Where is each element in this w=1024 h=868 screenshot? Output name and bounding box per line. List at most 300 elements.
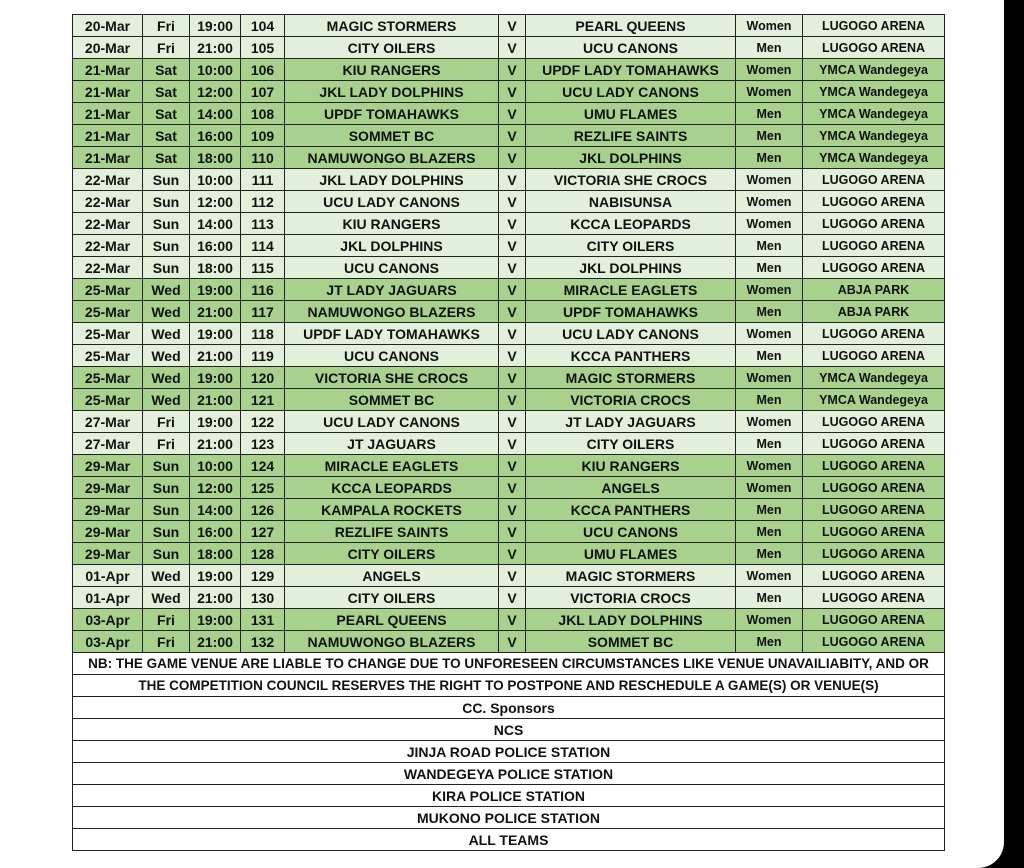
category-cell: Men (736, 345, 803, 367)
home-team-cell: VICTORIA SHE CROCS (285, 367, 499, 389)
fixture-row (73, 477, 945, 499)
category-cell: Men (736, 521, 803, 543)
game-number-cell: 116 (241, 279, 285, 301)
fixture-row (73, 147, 945, 169)
category-cell: Men (736, 235, 803, 257)
venue-cell: YMCA Wandegeya (803, 125, 945, 147)
distribution-row (73, 807, 945, 829)
versus-cell: V (499, 345, 526, 367)
date-cell: 25-Mar (73, 279, 143, 301)
home-team-cell: JKL LADY DOLPHINS (285, 81, 499, 103)
time-cell: 21:00 (190, 433, 241, 455)
game-number-cell: 109 (241, 125, 285, 147)
date-cell: 29-Mar (73, 455, 143, 477)
category-cell: Men (736, 103, 803, 125)
game-number-cell: 104 (241, 15, 285, 37)
away-team-cell: JKL DOLPHINS (526, 257, 736, 279)
fixture-row (73, 323, 945, 345)
day-cell: Fri (143, 609, 190, 631)
game-number-cell: 126 (241, 499, 285, 521)
date-cell: 25-Mar (73, 367, 143, 389)
time-cell: 21:00 (190, 389, 241, 411)
day-cell: Wed (143, 323, 190, 345)
distribution-row (73, 741, 945, 763)
versus-cell: V (499, 37, 526, 59)
day-cell: Sun (143, 499, 190, 521)
day-cell: Sun (143, 477, 190, 499)
versus-cell: V (499, 169, 526, 191)
day-cell: Sat (143, 81, 190, 103)
away-team-cell: NABISUNSA (526, 191, 736, 213)
away-team-cell: REZLIFE SAINTS (526, 125, 736, 147)
category-cell: Women (736, 323, 803, 345)
venue-cell: LUGOGO ARENA (803, 587, 945, 609)
fixture-row (73, 411, 945, 433)
distribution-row (73, 719, 945, 741)
time-cell: 19:00 (190, 367, 241, 389)
time-cell: 10:00 (190, 455, 241, 477)
note-row (73, 653, 945, 675)
time-cell: 19:00 (190, 323, 241, 345)
note-text: THE COMPETITION COUNCIL RESERVES THE RIGHT TO POSTPONE AND RESCHEDULE A GAME(S) OR VENUE(S) (73, 675, 945, 697)
day-cell: Sat (143, 59, 190, 81)
fixture-row (73, 367, 945, 389)
date-cell: 29-Mar (73, 521, 143, 543)
game-number-cell: 112 (241, 191, 285, 213)
time-cell: 14:00 (190, 103, 241, 125)
date-cell: 03-Apr (73, 631, 143, 653)
time-cell: 12:00 (190, 191, 241, 213)
distribution-row (73, 785, 945, 807)
home-team-cell: NAMUWONGO BLAZERS (285, 147, 499, 169)
category-cell: Men (736, 257, 803, 279)
venue-cell: LUGOGO ARENA (803, 455, 945, 477)
time-cell: 21:00 (190, 587, 241, 609)
venue-cell: LUGOGO ARENA (803, 169, 945, 191)
away-team-cell: VICTORIA SHE CROCS (526, 169, 736, 191)
versus-cell: V (499, 631, 526, 653)
versus-cell: V (499, 499, 526, 521)
home-team-cell: PEARL QUEENS (285, 609, 499, 631)
time-cell: 12:00 (190, 81, 241, 103)
day-cell: Wed (143, 367, 190, 389)
home-team-cell: KIU RANGERS (285, 59, 499, 81)
category-cell: Men (736, 433, 803, 455)
date-cell: 29-Mar (73, 499, 143, 521)
fixture-row (73, 103, 945, 125)
fixture-row (73, 521, 945, 543)
date-cell: 01-Apr (73, 587, 143, 609)
date-cell: 21-Mar (73, 103, 143, 125)
time-cell: 10:00 (190, 169, 241, 191)
away-team-cell: UCU LADY CANONS (526, 81, 736, 103)
versus-cell: V (499, 565, 526, 587)
date-cell: 22-Mar (73, 257, 143, 279)
venue-cell: LUGOGO ARENA (803, 477, 945, 499)
fixture-row (73, 125, 945, 147)
category-cell: Men (736, 587, 803, 609)
away-team-cell: CITY OILERS (526, 433, 736, 455)
home-team-cell: JT JAGUARS (285, 433, 499, 455)
versus-cell: V (499, 609, 526, 631)
away-team-cell: KCCA LEOPARDS (526, 213, 736, 235)
fixture-row (73, 169, 945, 191)
away-team-cell: ANGELS (526, 477, 736, 499)
fixtures-table (72, 14, 945, 851)
category-cell: Men (736, 301, 803, 323)
away-team-cell: JKL LADY DOLPHINS (526, 609, 736, 631)
home-team-cell: REZLIFE SAINTS (285, 521, 499, 543)
game-number-cell: 111 (241, 169, 285, 191)
date-cell: 22-Mar (73, 213, 143, 235)
time-cell: 16:00 (190, 125, 241, 147)
category-cell: Women (736, 279, 803, 301)
versus-cell: V (499, 323, 526, 345)
distribution-recipient: CC. Sponsors (73, 697, 945, 719)
day-cell: Wed (143, 345, 190, 367)
game-number-cell: 119 (241, 345, 285, 367)
category-cell: Men (736, 499, 803, 521)
away-team-cell: MAGIC STORMERS (526, 565, 736, 587)
venue-cell: LUGOGO ARENA (803, 521, 945, 543)
day-cell: Fri (143, 631, 190, 653)
home-team-cell: ANGELS (285, 565, 499, 587)
venue-cell: LUGOGO ARENA (803, 235, 945, 257)
time-cell: 18:00 (190, 257, 241, 279)
away-team-cell: KCCA PANTHERS (526, 499, 736, 521)
home-team-cell: CITY OILERS (285, 37, 499, 59)
note-row (73, 675, 945, 697)
day-cell: Sun (143, 213, 190, 235)
time-cell: 19:00 (190, 609, 241, 631)
home-team-cell: KAMPALA ROCKETS (285, 499, 499, 521)
day-cell: Fri (143, 411, 190, 433)
home-team-cell: SOMMET BC (285, 389, 499, 411)
home-team-cell: MAGIC STORMERS (285, 15, 499, 37)
away-team-cell: MIRACLE EAGLETS (526, 279, 736, 301)
home-team-cell: JT LADY JAGUARS (285, 279, 499, 301)
date-cell: 21-Mar (73, 147, 143, 169)
fixture-row (73, 587, 945, 609)
venue-cell: LUGOGO ARENA (803, 15, 945, 37)
home-team-cell: NAMUWONGO BLAZERS (285, 631, 499, 653)
venue-cell: LUGOGO ARENA (803, 411, 945, 433)
away-team-cell: JKL DOLPHINS (526, 147, 736, 169)
away-team-cell: PEARL QUEENS (526, 15, 736, 37)
fixture-row (73, 631, 945, 653)
time-cell: 10:00 (190, 59, 241, 81)
date-cell: 01-Apr (73, 565, 143, 587)
category-cell: Men (736, 125, 803, 147)
day-cell: Sun (143, 257, 190, 279)
time-cell: 14:00 (190, 213, 241, 235)
versus-cell: V (499, 301, 526, 323)
home-team-cell: UCU CANONS (285, 257, 499, 279)
category-cell: Women (736, 411, 803, 433)
home-team-cell: MIRACLE EAGLETS (285, 455, 499, 477)
away-team-cell: KCCA PANTHERS (526, 345, 736, 367)
date-cell: 20-Mar (73, 37, 143, 59)
versus-cell: V (499, 367, 526, 389)
day-cell: Wed (143, 279, 190, 301)
versus-cell: V (499, 257, 526, 279)
fixture-row (73, 37, 945, 59)
home-team-cell: KIU RANGERS (285, 213, 499, 235)
home-team-cell: JKL DOLPHINS (285, 235, 499, 257)
versus-cell: V (499, 477, 526, 499)
home-team-cell: CITY OILERS (285, 587, 499, 609)
time-cell: 19:00 (190, 279, 241, 301)
away-team-cell: UMU FLAMES (526, 543, 736, 565)
game-number-cell: 123 (241, 433, 285, 455)
distribution-row (73, 829, 945, 851)
venue-cell: YMCA Wandegeya (803, 59, 945, 81)
away-team-cell: UCU LADY CANONS (526, 323, 736, 345)
venue-cell: LUGOGO ARENA (803, 257, 945, 279)
date-cell: 25-Mar (73, 345, 143, 367)
venue-cell: LUGOGO ARENA (803, 323, 945, 345)
day-cell: Sat (143, 103, 190, 125)
category-cell: Women (736, 81, 803, 103)
fixture-row (73, 345, 945, 367)
home-team-cell: KCCA LEOPARDS (285, 477, 499, 499)
fixture-row (73, 279, 945, 301)
date-cell: 22-Mar (73, 191, 143, 213)
venue-cell: LUGOGO ARENA (803, 631, 945, 653)
time-cell: 16:00 (190, 521, 241, 543)
category-cell: Men (736, 147, 803, 169)
game-number-cell: 117 (241, 301, 285, 323)
home-team-cell: UCU LADY CANONS (285, 411, 499, 433)
date-cell: 27-Mar (73, 411, 143, 433)
game-number-cell: 124 (241, 455, 285, 477)
category-cell: Men (736, 37, 803, 59)
date-cell: 25-Mar (73, 323, 143, 345)
time-cell: 19:00 (190, 15, 241, 37)
date-cell: 21-Mar (73, 81, 143, 103)
away-team-cell: MAGIC STORMERS (526, 367, 736, 389)
time-cell: 19:00 (190, 565, 241, 587)
fixture-row (73, 59, 945, 81)
home-team-cell: CITY OILERS (285, 543, 499, 565)
game-number-cell: 115 (241, 257, 285, 279)
versus-cell: V (499, 81, 526, 103)
versus-cell: V (499, 521, 526, 543)
game-number-cell: 121 (241, 389, 285, 411)
day-cell: Wed (143, 565, 190, 587)
venue-cell: LUGOGO ARENA (803, 433, 945, 455)
venue-cell: YMCA Wandegeya (803, 103, 945, 125)
home-team-cell: UPDF LADY TOMAHAWKS (285, 323, 499, 345)
game-number-cell: 107 (241, 81, 285, 103)
time-cell: 21:00 (190, 631, 241, 653)
date-cell: 27-Mar (73, 433, 143, 455)
home-team-cell: NAMUWONGO BLAZERS (285, 301, 499, 323)
away-team-cell: UCU CANONS (526, 37, 736, 59)
versus-cell: V (499, 103, 526, 125)
game-number-cell: 120 (241, 367, 285, 389)
game-number-cell: 105 (241, 37, 285, 59)
fixture-row (73, 455, 945, 477)
fixture-row (73, 609, 945, 631)
versus-cell: V (499, 147, 526, 169)
venue-cell: LUGOGO ARENA (803, 565, 945, 587)
away-team-cell: SOMMET BC (526, 631, 736, 653)
day-cell: Sun (143, 455, 190, 477)
note-text: NB: THE GAME VENUE ARE LIABLE TO CHANGE DUE TO UNFORESEEN CIRCUMSTANCES LIKE VENUE UNAVAILIABITY, AND OR (73, 653, 945, 675)
fixture-row (73, 235, 945, 257)
venue-cell: YMCA Wandegeya (803, 367, 945, 389)
fixture-row (73, 213, 945, 235)
venue-cell: ABJA PARK (803, 279, 945, 301)
fixture-row (73, 191, 945, 213)
versus-cell: V (499, 191, 526, 213)
venue-cell: LUGOGO ARENA (803, 213, 945, 235)
game-number-cell: 113 (241, 213, 285, 235)
category-cell: Women (736, 367, 803, 389)
game-number-cell: 110 (241, 147, 285, 169)
date-cell: 22-Mar (73, 235, 143, 257)
category-cell: Women (736, 609, 803, 631)
fixture-row (73, 433, 945, 455)
notes-body (73, 653, 945, 697)
category-cell: Women (736, 191, 803, 213)
distribution-recipient: KIRA POLICE STATION (73, 785, 945, 807)
time-cell: 12:00 (190, 477, 241, 499)
venue-cell: LUGOGO ARENA (803, 37, 945, 59)
day-cell: Sun (143, 521, 190, 543)
versus-cell: V (499, 411, 526, 433)
category-cell: Women (736, 565, 803, 587)
date-cell: 03-Apr (73, 609, 143, 631)
distribution-row (73, 697, 945, 719)
time-cell: 16:00 (190, 235, 241, 257)
time-cell: 14:00 (190, 499, 241, 521)
versus-cell: V (499, 235, 526, 257)
home-team-cell: UCU LADY CANONS (285, 191, 499, 213)
game-number-cell: 130 (241, 587, 285, 609)
time-cell: 19:00 (190, 411, 241, 433)
distribution-recipient: NCS (73, 719, 945, 741)
date-cell: 21-Mar (73, 59, 143, 81)
fixture-row (73, 389, 945, 411)
venue-cell: YMCA Wandegeya (803, 81, 945, 103)
game-number-cell: 132 (241, 631, 285, 653)
away-team-cell: JT LADY JAGUARS (526, 411, 736, 433)
game-number-cell: 108 (241, 103, 285, 125)
versus-cell: V (499, 279, 526, 301)
versus-cell: V (499, 125, 526, 147)
away-team-cell: VICTORIA CROCS (526, 587, 736, 609)
away-team-cell: KIU RANGERS (526, 455, 736, 477)
date-cell: 25-Mar (73, 389, 143, 411)
day-cell: Wed (143, 587, 190, 609)
versus-cell: V (499, 543, 526, 565)
home-team-cell: JKL LADY DOLPHINS (285, 169, 499, 191)
game-number-cell: 114 (241, 235, 285, 257)
home-team-cell: SOMMET BC (285, 125, 499, 147)
fixture-row (73, 565, 945, 587)
venue-cell: LUGOGO ARENA (803, 345, 945, 367)
day-cell: Sun (143, 191, 190, 213)
game-number-cell: 122 (241, 411, 285, 433)
date-cell: 21-Mar (73, 125, 143, 147)
home-team-cell: UPDF TOMAHAWKS (285, 103, 499, 125)
date-cell: 25-Mar (73, 301, 143, 323)
category-cell: Men (736, 543, 803, 565)
distribution-row (73, 763, 945, 785)
fixture-row (73, 257, 945, 279)
category-cell: Men (736, 631, 803, 653)
fixture-row (73, 15, 945, 37)
venue-cell: YMCA Wandegeya (803, 389, 945, 411)
away-team-cell: VICTORIA CROCS (526, 389, 736, 411)
versus-cell: V (499, 433, 526, 455)
category-cell: Women (736, 213, 803, 235)
fixture-row (73, 301, 945, 323)
category-cell: Men (736, 389, 803, 411)
venue-cell: ABJA PARK (803, 301, 945, 323)
distribution-recipient: JINJA ROAD POLICE STATION (73, 741, 945, 763)
distribution-recipient: ALL TEAMS (73, 829, 945, 851)
away-team-cell: UPDF TOMAHAWKS (526, 301, 736, 323)
time-cell: 21:00 (190, 345, 241, 367)
day-cell: Fri (143, 15, 190, 37)
fixtures-body (73, 15, 945, 653)
day-cell: Wed (143, 301, 190, 323)
category-cell: Women (736, 15, 803, 37)
versus-cell: V (499, 15, 526, 37)
day-cell: Sat (143, 125, 190, 147)
versus-cell: V (499, 59, 526, 81)
fixture-row (73, 81, 945, 103)
away-team-cell: UMU FLAMES (526, 103, 736, 125)
away-team-cell: CITY OILERS (526, 235, 736, 257)
away-team-cell: UPDF LADY TOMAHAWKS (526, 59, 736, 81)
home-team-cell: UCU CANONS (285, 345, 499, 367)
versus-cell: V (499, 587, 526, 609)
date-cell: 29-Mar (73, 543, 143, 565)
away-team-cell: UCU CANONS (526, 521, 736, 543)
time-cell: 18:00 (190, 147, 241, 169)
venue-cell: YMCA Wandegeya (803, 147, 945, 169)
game-number-cell: 106 (241, 59, 285, 81)
date-cell: 20-Mar (73, 15, 143, 37)
day-cell: Sat (143, 147, 190, 169)
distribution-body (73, 697, 945, 851)
distribution-recipient: MUKONO POLICE STATION (73, 807, 945, 829)
venue-cell: LUGOGO ARENA (803, 191, 945, 213)
day-cell: Sun (143, 235, 190, 257)
fixture-row (73, 543, 945, 565)
day-cell: Wed (143, 389, 190, 411)
versus-cell: V (499, 389, 526, 411)
category-cell: Women (736, 455, 803, 477)
category-cell: Women (736, 477, 803, 499)
versus-cell: V (499, 455, 526, 477)
time-cell: 21:00 (190, 301, 241, 323)
fixture-row (73, 499, 945, 521)
date-cell: 22-Mar (73, 169, 143, 191)
day-cell: Sun (143, 169, 190, 191)
game-number-cell: 125 (241, 477, 285, 499)
day-cell: Fri (143, 37, 190, 59)
game-number-cell: 129 (241, 565, 285, 587)
game-number-cell: 131 (241, 609, 285, 631)
venue-cell: LUGOGO ARENA (803, 543, 945, 565)
game-number-cell: 118 (241, 323, 285, 345)
category-cell: Women (736, 169, 803, 191)
